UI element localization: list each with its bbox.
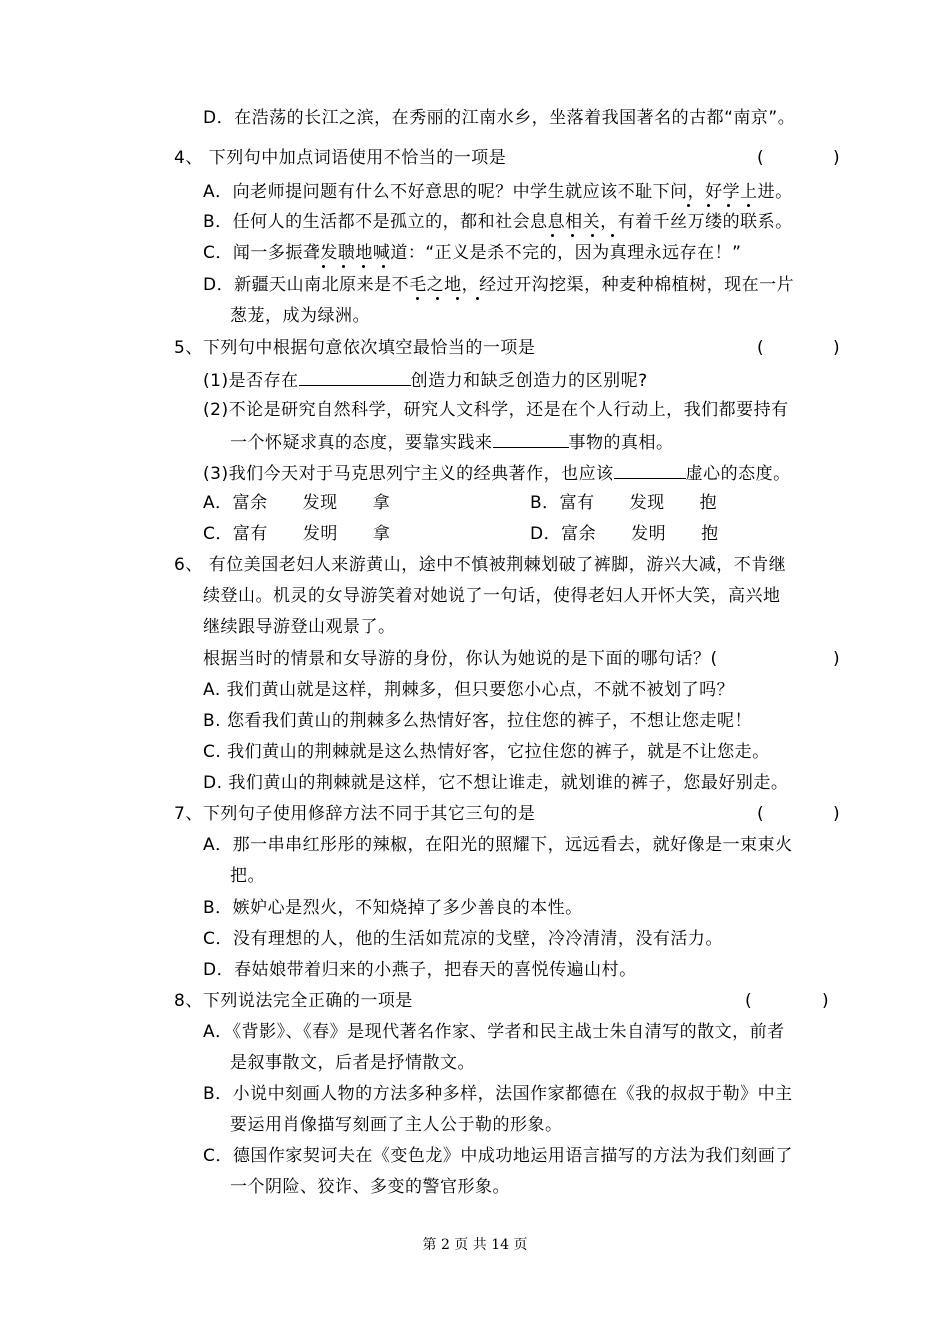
answer-paren-close: ) (833, 338, 840, 358)
emphasis-dots (316, 265, 396, 269)
q6-option-d: D. 我们黄山的荆棘就是这样，它不想让谁走，就划谁的裤子，您最好别走。 (203, 773, 789, 793)
q8-option-b-line2: 要运用肖像描写刻画了主人公于勒的形象。 (230, 1115, 563, 1135)
q5-sentence-2-line2: 一个怀疑求真的态度，要靠实践来 事物的真相。 (230, 429, 674, 455)
q7-option-b: B．嫉妒心是烈火，不知烧掉了多少善良的本性。 (203, 898, 583, 918)
q4-option-c: C．闻一多振聋发聩地喊道：“正义是杀不完的，因为真理永远存在！” (203, 243, 742, 263)
q7-option-c: C．没有理想的人，他的生活如荒凉的戈壁，冷冷清清，没有活力。 (203, 929, 723, 949)
q5-sentence-3: (3)我们今天对于马克思列宁主义的经典著作，也应该 虚心的态度。 (203, 460, 791, 486)
q8-option-c-line2: 一个阴险、狡诈、多变的警官形象。 (230, 1177, 510, 1197)
question-6-line3: 继续跟导游登山观景了。 (203, 617, 396, 637)
q7-option-a-line1: A．那一串串红彤彤的辣椒，在阳光的照耀下，远远看去，就好像是一束束火 (203, 835, 793, 855)
question-8-stem: 8、下列说法完全正确的一项是 (174, 991, 413, 1011)
q6-option-b: B. 您看我们黄山的荆棘多么热情好客，拉住您的裤子，不想让您走呢！ (203, 711, 752, 731)
q6-option-c: C. 我们黄山的荆棘就是这么热情好客，它拉住您的裤子，就是不让您走。 (203, 742, 770, 762)
q5-option-a: A．富余 发现 拿 (203, 493, 391, 513)
answer-paren-close: ) (833, 148, 840, 168)
q5-option-d: D．富余 发明 抱 (530, 524, 719, 544)
q7-option-a-line2: 把。 (230, 866, 265, 886)
q7-option-d: D．春姑娘带着归来的小燕子，把春天的喜悦传遍山村。 (203, 960, 637, 980)
q3-option-d: D．在浩荡的长江之滨，在秀丽的江南水乡，坐落着我国著名的古都“南京”。 (203, 108, 796, 128)
answer-paren-open: ( (757, 804, 764, 824)
fill-blank (614, 460, 686, 479)
emphasis-dots (545, 234, 625, 238)
emphasis-dots (681, 204, 761, 208)
question-5-stem: 5、下列句中根据句意依次填空最恰当的一项是 (174, 338, 536, 358)
answer-paren-close: ) (833, 804, 840, 824)
answer-paren-close: ) (822, 991, 829, 1011)
answer-paren-open: ( (745, 991, 752, 1011)
answer-paren-close: ) (833, 649, 840, 669)
q4-option-d-line2: 葱茏，成为绿洲。 (230, 306, 370, 326)
question-6-line1: 6、 有位美国老妇人来游黄山，途中不慎被荆棘划破了裤脚，游兴大减，不肯继 (174, 555, 787, 575)
question-7-stem: 7、下列句子使用修辞方法不同于其它三句的是 (174, 804, 536, 824)
q5-sentence-1: (1)是否存在 创造力和缺乏创造力的区别呢? (203, 367, 648, 393)
question-4-stem: 4、 下列句中加点词语使用不恰当的一项是 (174, 148, 507, 168)
q8-option-b-line1: B．小说中刻画人物的方法多种多样，法国作家都德在《我的叔叔于勒》中主 (203, 1084, 793, 1104)
q4-option-d-line1: D．新疆天山南北原来是不毛之地，经过开沟挖渠，种麦种棉植树，现在一片 (203, 275, 795, 295)
q4-option-a: A．向老师提问题有什么不好意思的呢？中学生就应该不耻下问，好学上进。 (203, 182, 793, 202)
fill-blank (493, 429, 569, 448)
q4-option-b: B．任何人的生活都不是孤立的，都和社会息息相关，有着千丝万缕的联系。 (203, 212, 793, 232)
question-6-line4: 根据当时的情景和女导游的身份，你认为她说的是下面的哪句话？( (203, 649, 718, 669)
question-6-line2: 续登山。机灵的女导游笑着对她说了一句话，使得老妇人开怀大笑，高兴地 (203, 586, 781, 606)
q6-option-a: A. 我们黄山就是这样，荆棘多，但只要您小心点，不就不被划了吗？ (203, 680, 735, 700)
q5-sentence-2-line1: (2)不论是研究自然科学，研究人文科学，还是在个人行动上，我们都要持有 (203, 400, 789, 420)
answer-paren-open: ( (757, 148, 764, 168)
q8-option-a-line1: A．《背影》、《春》是现代著名作家、学者和民主战士朱自清写的散文，前者 (203, 1022, 785, 1042)
answer-paren-open: ( (757, 338, 764, 358)
emphasis-dots (410, 297, 490, 301)
q8-option-c-line1: C．德国作家契诃夫在《变色龙》中成功地运用语言描写的方法为我们刻画了 (203, 1146, 793, 1166)
page-footer: 第 2 页 共 14 页 (422, 1237, 528, 1253)
q8-option-a-line2: 是叙事散文，后者是抒情散文。 (230, 1053, 475, 1073)
q5-option-b: B．富有 发现 抱 (530, 493, 718, 513)
q5-option-c: C．富有 发明 拿 (203, 524, 391, 544)
fill-blank (299, 367, 411, 386)
